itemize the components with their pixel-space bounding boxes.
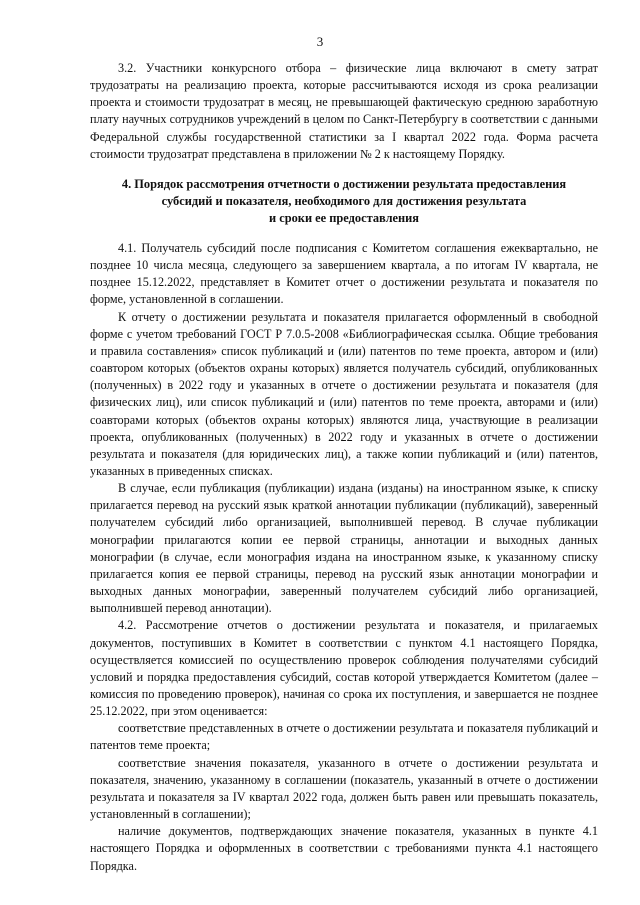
evaluation-item-documents: наличие документов, подтверждающих значение показателя, указанных в пункте 4.1 настоящего Порядка и оформленных в соответствии с требованиями пункта 4.1 настоящего Порядка. — [90, 824, 598, 873]
section-4-heading-line-2: субсидий и показателя, необходимого для достижения результата — [161, 193, 527, 208]
section-4-heading-line-1: 4. Порядок рассмотрения отчетности о достижении результата предоставления — [121, 176, 567, 191]
clause-4-2-paragraph: 4.2. Рассмотрение отчетов о достижении результата и показателя, и прилагаемых документов, поступивших в Комитет в соответствии с пунктом 4.1 настоящего Порядка, осуществляется комиссией по осуществлению проверок соблюдения получателями субсидий условий и порядка предоставления субсидий, состав которой утверждается Комитетом (далее – комиссия по проведению проверок), начиная со срока их поступления, и завершается не позднее 25.12.2022, при этом оценивается: — [90, 618, 598, 719]
section-4-heading — [90, 176, 598, 227]
evaluation-item-publications: соответствие представленных в отчете о достижении результата и показателя публикаций и патентов теме проекта; — [90, 721, 598, 753]
clause-3-2-paragraph: 3.2. Участники конкурсного отбора – физические лица включают в смету затрат трудозатраты на реализацию проекта, которые рассчитываются исходя из срока реализации проекта и стоимости трудозатрат в месяц, не превышающей фактическую среднюю заработную плату научных сотрудников учреждений в целом по Санкт-Петербургу в соответствии с данными Федеральной службы государственной статистики за I квартал 2022 года. Форма расчета стоимости трудозатрат представлена в приложении № 2 к настоящему Порядку. — [90, 61, 598, 161]
page-number: 3 — [316, 34, 324, 49]
document-body — [90, 60, 598, 875]
clause-4-1-paragraph: 4.1. Получатель субсидий после подписания с Комитетом соглашения ежеквартально, не позднее 10 числа месяца, следующего за завершением квартала, а по итогам IV квартала, не позднее 15.12.2022, представляет в Комитет отчет о достижении результата и показателя по форме, установленной в соглашении. — [90, 240, 598, 307]
section-4-heading-line-3: и сроки ее предоставления — [268, 210, 420, 225]
evaluation-item-indicator-value: соответствие значения показателя, указанного в отчете о достижении результата и показателя, значению, указанному в соглашении (показатель, указанный в отчете о достижении результата и показателя за IV квартал 2022 года, должен быть равен или превышать показатель, установленный в соглашении); — [90, 755, 598, 822]
foreign-language-paragraph: В случае, если публикация (публикации) издана (изданы) на иностранном языке, к списку прилагается перевод на русский язык краткой аннотации публикации (публикаций), заверенный получателем субсидий либо организацией, выполнившей перевод. В случае публикации монографии прилагаются копии ее первой страницы, аннотации и выходных данных монографии (в случае, если монография издана на иностранном языке, к указанному списку прилагается копия ее первой страницы, перевод на русский язык аннотации монографии и выходных данных монографии, заверенный получателем субсидий либо организацией, выполнившей перевод аннотации). — [90, 481, 598, 616]
report-attachments-paragraph: К отчету о достижении результата и показателя прилагается оформленный в свободной форме с учетом требований ГОСТ Р 7.0.5-2008 «Библиографическая ссылка. Общие требования и правила составления» список публикаций и (или) патентов по теме проекта, автором и (или) соавтором которых (объектов охраны которых) является получатель субсидий, опубликованных (полученных) в 2022 году и указанных в отчете о достижении результата и показателя (для физических лиц), или список публикаций и (или) патентов по теме проекта, авторами и (или) соавторами которых (объектов охраны которых) являются лица, участвующие в реализации проекта, опубликованных (полученных) в 2022 году и указанных в отчете о достижении результата и показателя (для юридических лиц), а также копии публикаций и (или) патентов, указанных в приведенных списках. — [90, 309, 598, 478]
